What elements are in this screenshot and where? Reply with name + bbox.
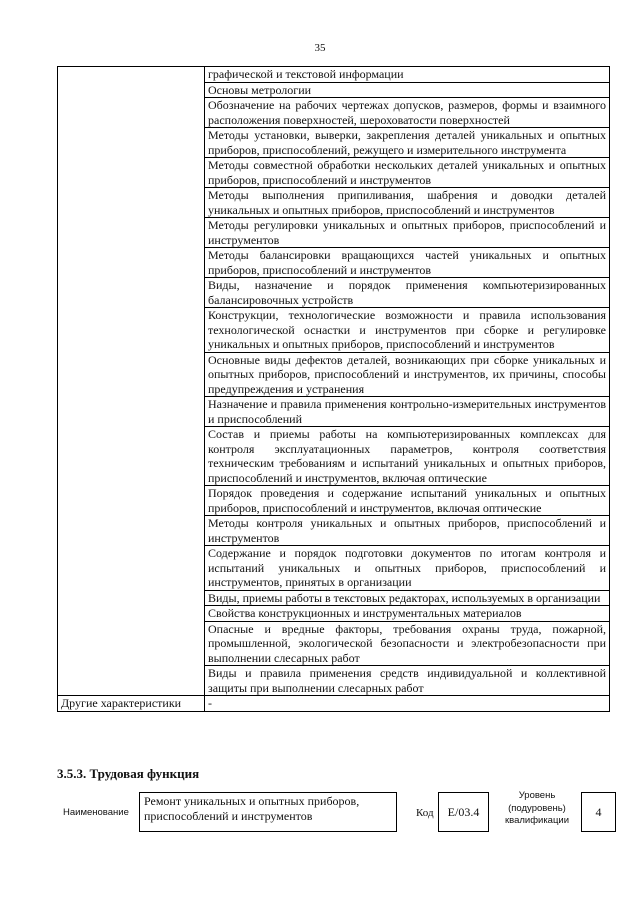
knowledge-item-cell: Основные виды дефектов деталей, возникающих при сборке уникальных и опытных приборов, приспособлений и инструментов, их причины, способы предупреждения и устранения	[205, 352, 610, 397]
knowledge-item-cell: Методы регулировки уникальных и опытных приборов, приспособлений и инструментов	[205, 218, 610, 248]
table-row	[58, 67, 610, 83]
knowledge-item-cell: -	[205, 696, 610, 712]
knowledge-item-cell: Методы выполнения припиливания, шабрения и доводки деталей уникальных и опытных приборов, приспособлений и инструментов	[205, 188, 610, 218]
knowledge-item-cell: Свойства конструкционных и инструментальных материалов	[205, 606, 610, 622]
knowledge-item-cell: Состав и приемы работы на компьютеризированных комплексах для контроля эксплуатационных параметров, контроля соответствия техническим требованиям и испытаний уникальных и опытных приборов, приспособлений и инструментов, включая оптические	[205, 427, 610, 486]
knowledge-item-cell: Назначение и правила применения контрольно-измерительных инструментов и приспособлений	[205, 397, 610, 427]
qualification-level-label: Уровень (подуровень) квалификации	[504, 790, 570, 826]
knowledge-item-cell: Порядок проведения и содержание испытаний уникальных и опытных приборов, приспособлений и инструментов, включая оптические	[205, 486, 610, 516]
code-label: Код	[416, 807, 434, 819]
knowledge-item-cell: Методы совместной обработки нескольких деталей уникальных и опытных приборов, приспособлений и инструментов	[205, 158, 610, 188]
knowledge-item-cell: Виды, приемы работы в текстовых редакторах, используемых в организации	[205, 590, 610, 606]
knowledge-item-cell: Методы контроля уникальных и опытных приборов, приспособлений и инструментов	[205, 516, 610, 546]
knowledge-table	[57, 66, 610, 712]
labor-function-header	[57, 786, 617, 844]
knowledge-item-cell: Основы метрологии	[205, 82, 610, 98]
knowledge-item-cell: Методы балансировки вращающихся частей уникальных и опытных приборов, приспособлений и инструментов	[205, 248, 610, 278]
name-value-box: Ремонт уникальных и опытных приборов, приспособлений и инструментов	[139, 792, 397, 832]
knowledge-item-cell: Обозначение на рабочих чертежах допусков, размеров, формы и взаимного расположения поверхностей, шероховатости поверхностей	[205, 98, 610, 128]
knowledge-item-cell: графической и текстовой информации	[205, 67, 610, 83]
code-value-box: E/03.4	[438, 792, 489, 832]
page-number: 35	[314, 42, 326, 54]
row-label-cell: Другие характеристики	[58, 696, 205, 712]
section-heading: 3.5.3. Трудовая функция	[57, 766, 200, 781]
qualification-level-box: 4	[581, 792, 616, 832]
knowledge-table-body	[58, 67, 610, 712]
knowledge-item-cell: Содержание и порядок подготовки документов по итогам контроля и испытаний уникальных и опытных приборов, приспособлений и инструментов, принятых в организации	[205, 546, 610, 591]
name-label: Наименование	[63, 807, 129, 818]
table-row	[58, 696, 610, 712]
knowledge-item-cell: Виды и правила применения средств индивидуальной и коллективной защиты при выполнении слесарных работ	[205, 666, 610, 696]
knowledge-item-cell: Конструкции, технологические возможности и правила использования технологической оснастки и инструментов при сборке и регулировке уникальных и опытных приборов, приспособлений и инструментов	[205, 308, 610, 353]
row-label-cell	[58, 67, 205, 696]
knowledge-item-cell: Опасные и вредные факторы, требования охраны труда, пожарной, промышленной, экологической безопасности и электробезопасности при выполнении слесарных работ	[205, 621, 610, 666]
knowledge-item-cell: Методы установки, выверки, закрепления деталей уникальных и опытных приборов, приспособлений, режущего и измерительного инструмента	[205, 128, 610, 158]
knowledge-item-cell: Виды, назначение и порядок применения компьютеризированных балансировочных устройств	[205, 278, 610, 308]
